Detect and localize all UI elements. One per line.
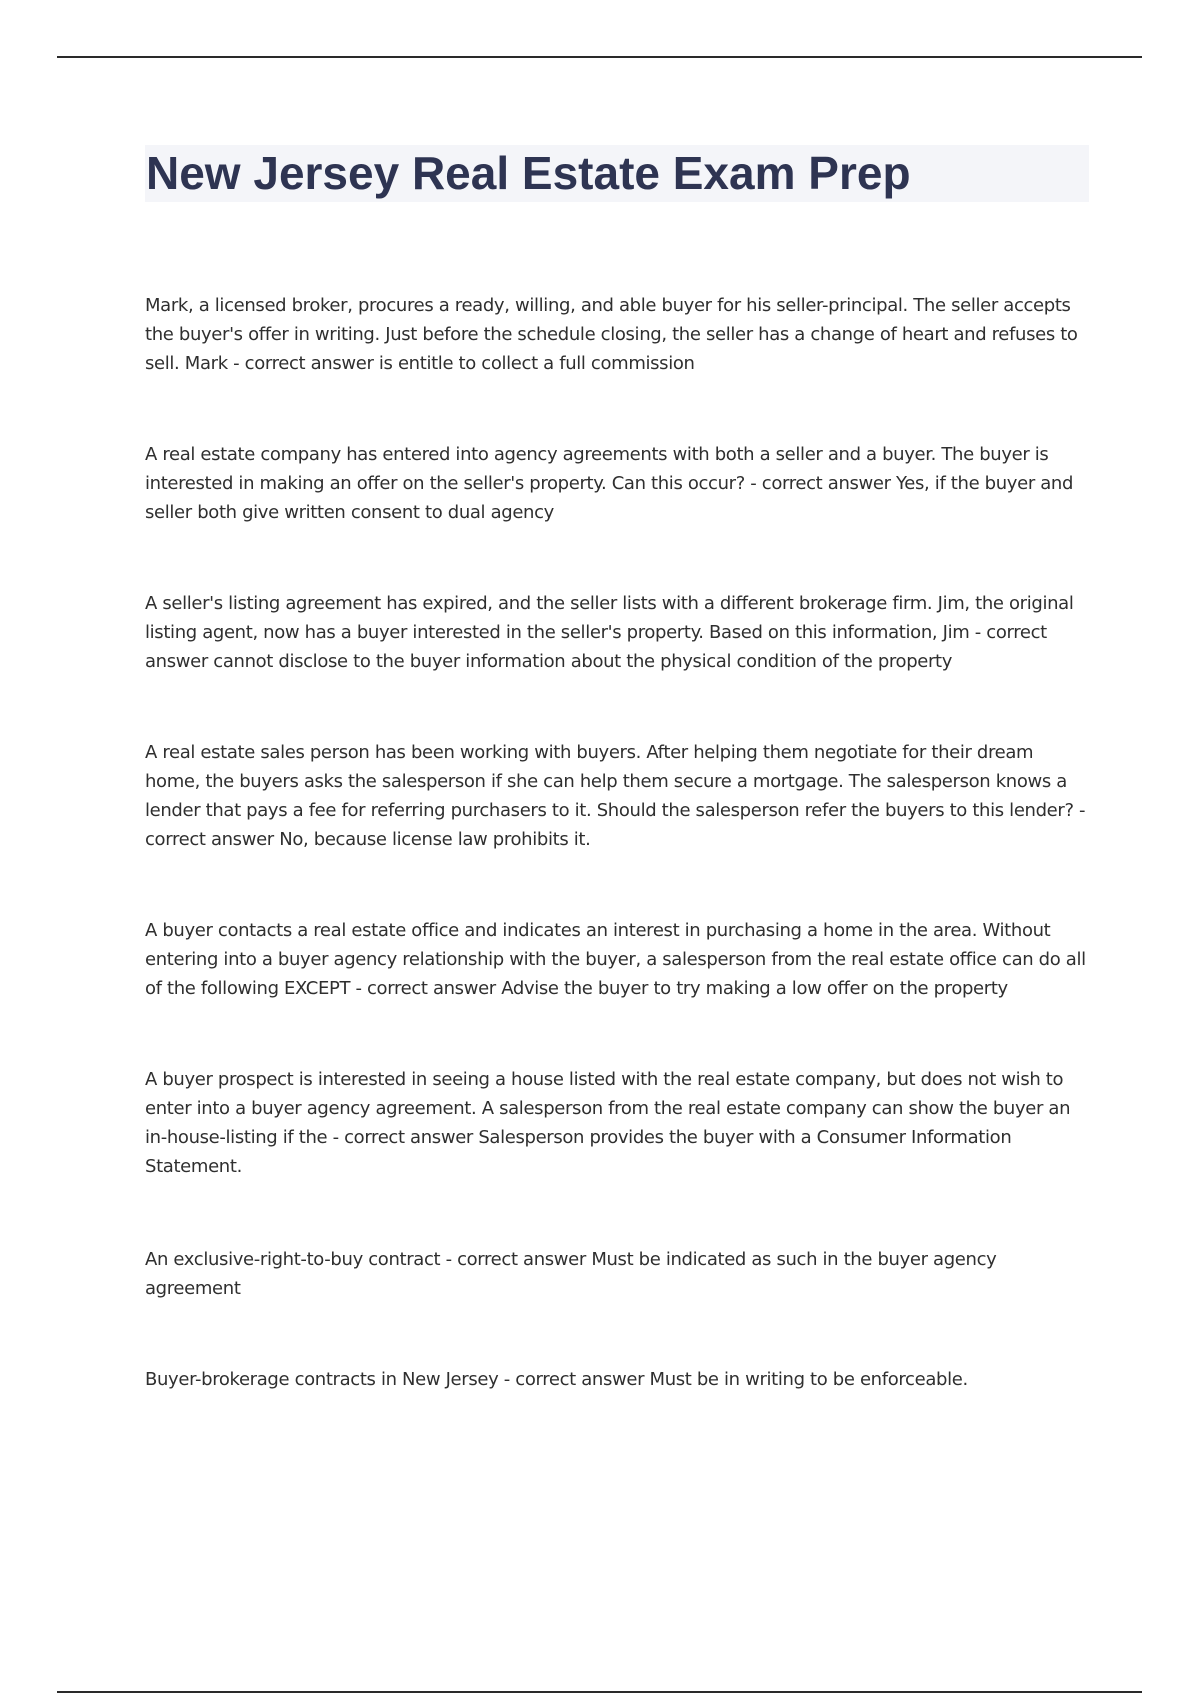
qa-item-3: A seller's listing agreement has expired, and the seller lists with a different brokerage firm. Jim, the original listing agent, now has a buyer interested in the seller's property. Based on this information, Jim - correct answer cannot disclose to the buyer information about the physical condition of the property <box>145 593 1074 672</box>
qa-item-7: An exclusive-right-to-buy contract - correct answer Must be indicated as such in the buyer agency agreement <box>145 1249 997 1299</box>
qa-item-5: A buyer contacts a real estate office and indicates an interest in purchasing a home in the area. Without entering into a buyer agency relationship with the buyer, a salesperson from the real estate office can do all of the following EXCEPT - correct answer Advise the buyer to try making a low offer on the property <box>145 920 1086 999</box>
bottom-rule <box>57 1691 1142 1693</box>
page-title: New Jersey Real Estate Exam Prep <box>146 147 911 199</box>
qa-item-4: A real estate sales person has been working with buyers. After helping them negotiate for their dream home, the buyers asks the salesperson if she can help them secure a mortgage. The salesperson knows a lender that pays a fee for referring purchasers to it. Should the salesperson refer the buyers to this lender? - correct answer No, because license law prohibits it. <box>145 742 1086 850</box>
qa-item-8: Buyer-brokerage contracts in New Jersey - correct answer Must be in writing to be enforceable. <box>145 1369 968 1390</box>
qa-item-2: A real estate company has entered into agency agreements with both a seller and a buyer. The buyer is interested in making an offer on the seller's property. Can this occur? - correct answer Yes, if the buyer and seller both give written consent to dual agency <box>145 444 1074 523</box>
qa-item-6: A buyer prospect is interested in seeing a house listed with the real estate company, but does not wish to enter into a buyer agency agreement. A salesperson from the real estate company can show the buyer an in-house-listing if the - correct answer Salesperson provides the buyer with a Consumer Information Statement. <box>145 1069 1071 1177</box>
top-rule <box>57 56 1142 58</box>
qa-item-1: Mark, a licensed broker, procures a ready, willing, and able buyer for his seller-principal. The seller accepts the buyer's offer in writing. Just before the schedule closing, the seller has a change of heart and refuses to sell. Mark - correct answer is entitle to collect a full commission <box>145 295 1078 374</box>
